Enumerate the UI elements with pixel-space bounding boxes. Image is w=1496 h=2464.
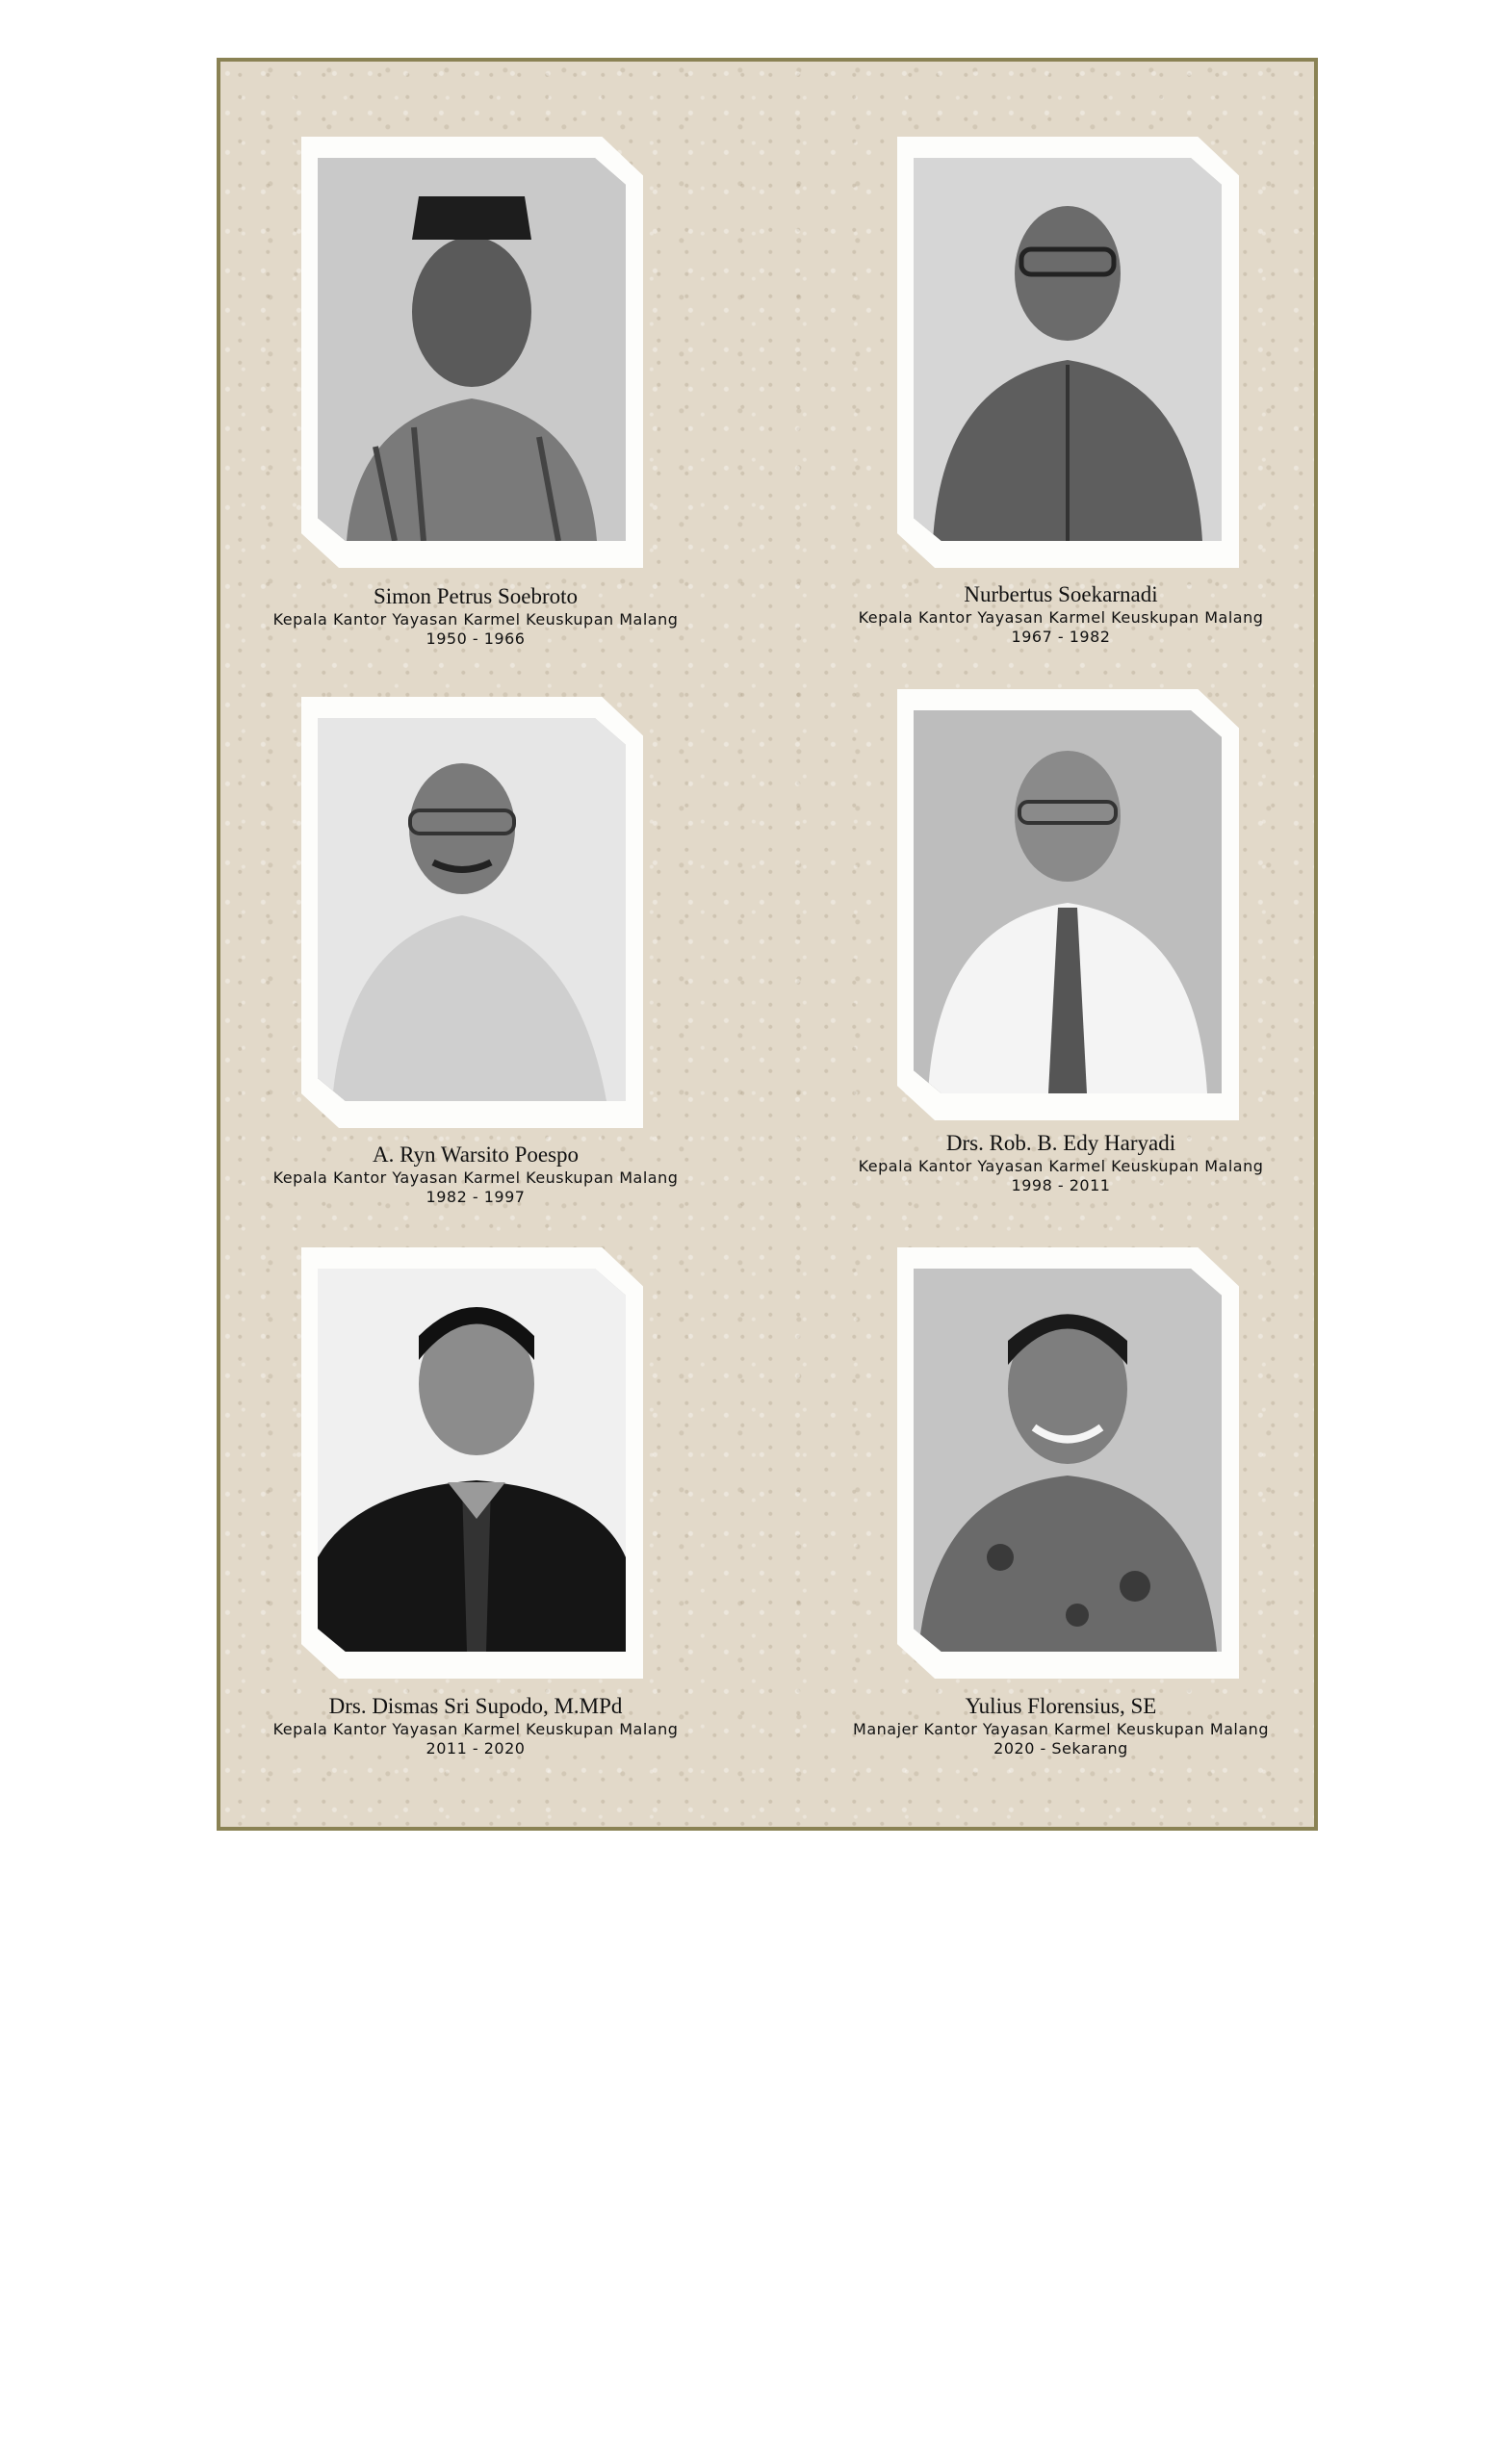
caption <box>830 581 1292 647</box>
person-years: 1950 - 1966 <box>426 629 526 648</box>
caption <box>245 1142 707 1207</box>
caption <box>245 583 707 649</box>
photo-frame <box>897 1247 1239 1679</box>
person-role: Kepala Kantor Yayasan Karmel Keuskupan Malang <box>858 608 1264 627</box>
caption <box>830 1130 1292 1195</box>
person-name: A. Ryn Warsito Poespo <box>372 1142 580 1167</box>
person-role: Manajer Kantor Yayasan Karmel Keuskupan Malang <box>853 1720 1269 1738</box>
person-name: Drs. Dismas Sri Supodo, M.MPd <box>328 1694 623 1718</box>
portrait-panel <box>217 58 1318 1831</box>
photo-frame <box>301 697 643 1128</box>
person-name: Simon Petrus Soebroto <box>373 584 579 608</box>
portrait-photo-icon <box>914 1269 1222 1652</box>
portrait-photo-icon <box>914 158 1222 541</box>
caption <box>830 1693 1292 1758</box>
person-name: Drs. Rob. B. Edy Haryadi <box>945 1131 1176 1155</box>
person-years: 1998 - 2011 <box>1011 1176 1111 1194</box>
person-role: Kepala Kantor Yayasan Karmel Keuskupan Malang <box>858 1157 1264 1175</box>
portrait-photo-icon <box>318 158 626 541</box>
person-role: Kepala Kantor Yayasan Karmel Keuskupan Malang <box>272 610 679 629</box>
person-name: Yulius Florensius, SE <box>965 1694 1157 1718</box>
person-years: 2020 - Sekarang <box>993 1739 1128 1758</box>
photo-frame <box>301 137 643 568</box>
caption <box>245 1693 707 1758</box>
person-years: 1967 - 1982 <box>1011 628 1111 646</box>
portrait-photo-icon <box>914 710 1222 1093</box>
person-role: Kepala Kantor Yayasan Karmel Keuskupan Malang <box>272 1168 679 1187</box>
portrait-photo-icon <box>318 1269 626 1652</box>
person-name: Nurbertus Soekarnadi <box>964 582 1158 606</box>
photo-frame <box>897 689 1239 1120</box>
photo-frame <box>301 1247 643 1679</box>
person-role: Kepala Kantor Yayasan Karmel Keuskupan Malang <box>272 1720 679 1738</box>
person-years: 1982 - 1997 <box>426 1188 526 1206</box>
portrait-photo-icon <box>318 718 626 1101</box>
person-years: 2011 - 2020 <box>426 1739 526 1758</box>
photo-frame <box>897 137 1239 568</box>
